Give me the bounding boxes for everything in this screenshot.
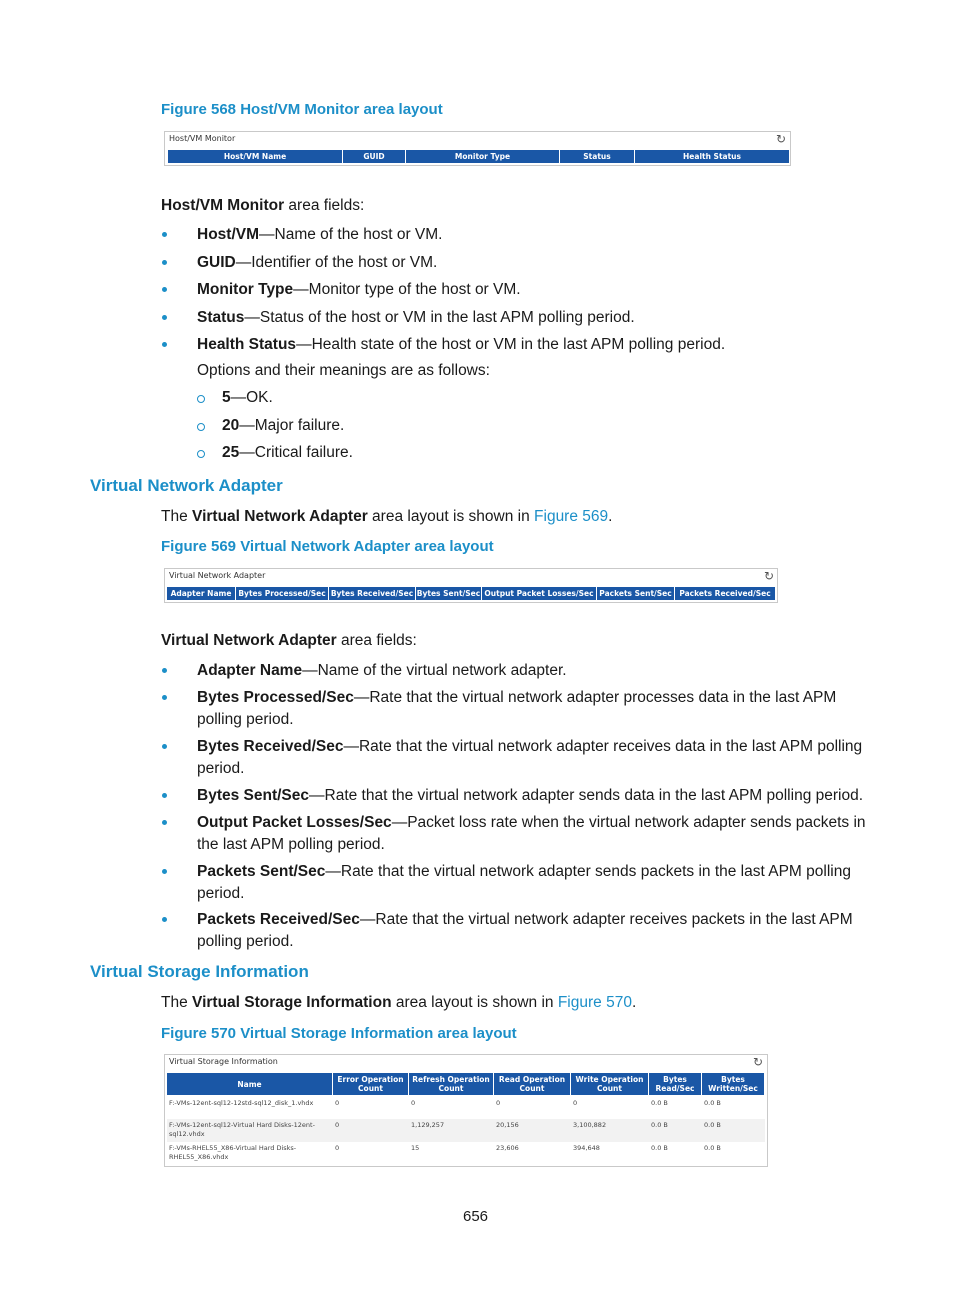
- page-number: 656: [463, 1208, 489, 1225]
- circle-bullet-icon: [197, 450, 205, 458]
- bullet-icon: [162, 917, 167, 922]
- bullet-icon: [162, 820, 167, 825]
- column-header[interactable]: Bytes Read/Sec: [649, 1073, 701, 1095]
- panel-title: Virtual Storage Information: [169, 1057, 278, 1066]
- column-header[interactable]: Bytes Received/Sec: [330, 589, 414, 598]
- table-row[interactable]: [167, 1119, 765, 1142]
- refresh-icon[interactable]: ↻: [764, 569, 775, 583]
- vna-fields-intro: Virtual Network Adapter area fields:: [161, 632, 417, 649]
- column-header[interactable]: Bytes Processed/Sec: [236, 587, 328, 600]
- table-header: [167, 1073, 765, 1095]
- column-header[interactable]: Write Operation Count: [571, 1073, 648, 1095]
- bullet-icon: [162, 869, 167, 874]
- cell: 3,100,882: [573, 1121, 607, 1129]
- bullet-icon: [162, 287, 167, 292]
- cell: 0: [496, 1099, 501, 1107]
- cell: 0.0 B: [651, 1144, 668, 1152]
- bullet-icon: [162, 315, 167, 320]
- bullet-icon: [162, 342, 167, 347]
- section-heading-vsi: Virtual Storage Information: [90, 962, 309, 981]
- table-body: [167, 1097, 765, 1165]
- cell: 0: [335, 1144, 340, 1152]
- column-header[interactable]: Refresh Operation Count: [409, 1073, 493, 1095]
- cell: 0: [573, 1099, 578, 1107]
- figure-570-caption: Figure 570 Virtual Storage Information area layout: [161, 1025, 517, 1042]
- cell: 0.0 B: [651, 1099, 668, 1107]
- table-header: [167, 587, 776, 600]
- column-header[interactable]: Adapter Name: [167, 587, 235, 600]
- bullet-icon: [162, 260, 167, 265]
- vna-intro: The Virtual Network Adapter area layout is shown in Figure 569.: [161, 508, 613, 525]
- circle-bullet-icon: [197, 423, 205, 431]
- host-vm-monitor-panel: [164, 131, 791, 166]
- name-cell: F:-VMs-12ent-sql12-12std-sql12_disk_1.vhdx: [169, 1099, 314, 1107]
- refresh-icon[interactable]: ↻: [776, 132, 787, 146]
- cell: 15: [411, 1144, 420, 1152]
- name-cell: F:-VMs-12ent-sql12-Virtual Hard Disks-12ent-sql12.vhdx: [169, 1121, 315, 1138]
- column-header[interactable]: Monitor Type: [406, 150, 559, 163]
- bullet-icon: [162, 232, 167, 237]
- column-header[interactable]: Host/VM Name: [168, 150, 342, 163]
- column-header[interactable]: Read Operation Count: [494, 1073, 570, 1095]
- cell: 23,606: [496, 1144, 519, 1152]
- column-header[interactable]: Bytes Written/Sec: [702, 1073, 764, 1095]
- section-heading-vna: Virtual Network Adapter: [90, 476, 283, 495]
- refresh-icon[interactable]: ↻: [753, 1055, 764, 1069]
- column-header[interactable]: Status: [560, 150, 634, 163]
- bullet-icon: [162, 744, 167, 749]
- cell: 0: [411, 1099, 416, 1107]
- cell: 0: [335, 1099, 340, 1107]
- cell: 0.0 B: [704, 1144, 721, 1152]
- column-header[interactable]: Packets Received/Sec: [675, 587, 775, 600]
- cell: 394,648: [573, 1144, 600, 1152]
- circle-bullet-icon: [197, 395, 205, 403]
- panel-title: Virtual Network Adapter: [169, 571, 266, 580]
- cell: 0.0 B: [704, 1121, 721, 1129]
- figure-569-link[interactable]: Figure 569: [534, 508, 609, 525]
- column-header[interactable]: Bytes Sent/Sec: [416, 589, 481, 598]
- cell: 1,129,257: [411, 1121, 445, 1129]
- name-cell: F:-VMs-RHEL55_X86-Virtual Hard Disks-RHEL55_X86.vhdx: [169, 1144, 297, 1161]
- virtual-storage-information-panel: [164, 1054, 768, 1167]
- column-header[interactable]: Packets Sent/Sec: [597, 587, 674, 600]
- virtual-network-adapter-panel: [164, 568, 778, 603]
- cell: 0: [335, 1121, 340, 1129]
- vsi-intro: The Virtual Storage Information area layout is shown in Figure 570.: [161, 994, 637, 1011]
- table-row[interactable]: [167, 1142, 765, 1165]
- bullet-icon: [162, 793, 167, 798]
- bullet-icon: [162, 695, 167, 700]
- column-header[interactable]: Error Operation Count: [333, 1073, 408, 1095]
- table-row[interactable]: [167, 1097, 765, 1119]
- column-header[interactable]: GUID: [343, 150, 405, 163]
- panel-title: Host/VM Monitor: [169, 134, 236, 143]
- bullet-icon: [162, 668, 167, 673]
- figure-568-caption: Figure 568 Host/VM Monitor area layout: [161, 101, 443, 118]
- hostvm-fields-intro: Host/VM Monitor area fields:: [161, 197, 365, 214]
- figure-570-link[interactable]: Figure 570: [557, 994, 632, 1011]
- table-header: [168, 150, 789, 163]
- options-intro: Options and their meanings are as follows:: [197, 362, 490, 379]
- cell: 20,156: [496, 1121, 519, 1129]
- column-header[interactable]: Name: [167, 1073, 332, 1095]
- figure-569-caption: Figure 569 Virtual Network Adapter area layout: [161, 538, 494, 555]
- cell: 0.0 B: [651, 1121, 668, 1129]
- column-header[interactable]: Health Status: [635, 150, 789, 163]
- cell: 0.0 B: [704, 1099, 721, 1107]
- column-header[interactable]: Output Packet Losses/Sec: [482, 587, 596, 600]
